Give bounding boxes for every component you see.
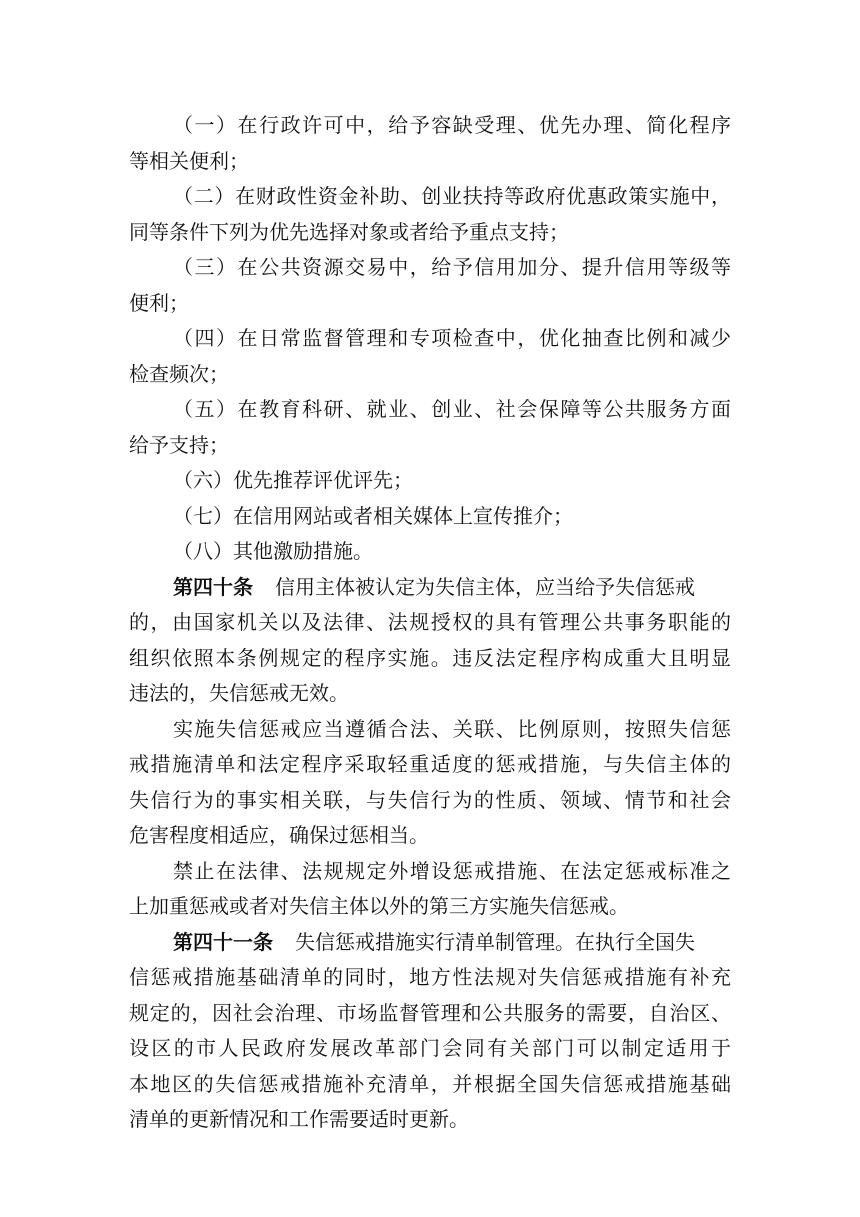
text-line: 信惩戒措施基础清单的同时，地方性法规对失信惩戒措施有补充 — [129, 965, 731, 989]
paragraph-article-40-p3 — [129, 854, 731, 925]
text-span: 信用主体被认定为失信主体，应当给予失信惩戒 — [275, 574, 695, 599]
text-line: （五）在教育科研、就业、创业、社会保障等公共服务方面 — [173, 397, 731, 421]
paragraph-item-5 — [129, 392, 731, 463]
text-line: 禁止在法律、法规规定外增设惩戒措施、在法定惩戒标准之 — [173, 858, 731, 883]
text-line: 规定的，因社会治理、市场监督管理和公共服务的需要，自治区、 — [129, 1000, 731, 1025]
text-line: 的，由国家机关以及法律、法规授权的具有管理公共事务职能的 — [129, 610, 731, 634]
text-line: 等相关便利； — [129, 148, 249, 173]
text-line: 失信行为的事实相关联，与失信行为的性质、领域、情节和社会 — [129, 787, 731, 812]
text-line: 检查频次； — [129, 361, 229, 386]
text-line: 实施失信惩戒应当遵循合法、关联、比例原则，按照失信惩 — [173, 716, 731, 741]
paragraph-article-40 — [129, 570, 731, 712]
paragraph-item-2 — [129, 179, 731, 250]
paragraph-item-3 — [129, 250, 731, 321]
text-line: （四）在日常监督管理和专项检查中，优化抽查比例和减少 — [173, 326, 731, 350]
text-line: 设区的市人民政府发展改革部门会同有关部门可以制定适用于 — [129, 1036, 731, 1060]
text-line — [129, 925, 731, 961]
text-line — [129, 570, 731, 606]
text-line: 便利； — [129, 290, 189, 315]
text-line: （一）在行政许可中，给予容缺受理、优先办理、简化程序 — [173, 113, 731, 137]
text-line: 上加重惩戒或者对失信主体以外的第三方实施失信惩戒。 — [129, 894, 629, 918]
text-line: （八）其他激励措施。 — [173, 539, 373, 563]
text-line: 给予支持； — [129, 432, 229, 457]
text-line: 本地区的失信惩戒措施补充清单，并根据全国失信惩戒措施基础 — [129, 1071, 731, 1096]
article-number: 第四十条 — [173, 574, 253, 599]
text-span: 失信惩戒措施实行清单制管理。在执行全国失 — [295, 929, 695, 954]
text-line: 清单的更新情况和工作需要适时更新。 — [129, 1107, 469, 1131]
text-line: 同等条件下列为优先选择对象或者给予重点支持； — [129, 219, 569, 244]
paragraph-article-40-p2 — [129, 712, 731, 854]
text-line: （三）在公共资源交易中，给予信用加分、提升信用等级等 — [173, 255, 731, 279]
text-line: 戒措施清单和法定程序采取轻重适度的惩戒措施，与失信主体的 — [129, 752, 731, 776]
text-line: 违法的，失信惩戒无效。 — [129, 681, 349, 705]
paragraph-item-1 — [129, 108, 731, 179]
paragraph-item-8 — [129, 534, 731, 570]
document-body — [129, 108, 731, 1138]
paragraph-item-4 — [129, 321, 731, 392]
paragraph-item-7 — [129, 499, 731, 535]
text-line: （二）在财政性资金补助、创业扶持等政府优惠政策实施中， — [173, 184, 731, 208]
text-line: （七）在信用网站或者相关媒体上宣传推介； — [173, 503, 573, 528]
article-number: 第四十一条 — [173, 929, 273, 954]
text-line: 危害程度相适应，确保过惩相当。 — [129, 823, 429, 847]
text-line: （六）优先推荐评优评先； — [173, 468, 413, 492]
paragraph-item-6 — [129, 463, 731, 499]
paragraph-article-41 — [129, 925, 731, 1138]
text-line: 组织依照本条例规定的程序实施。违反法定程序构成重大且明显 — [129, 645, 731, 670]
